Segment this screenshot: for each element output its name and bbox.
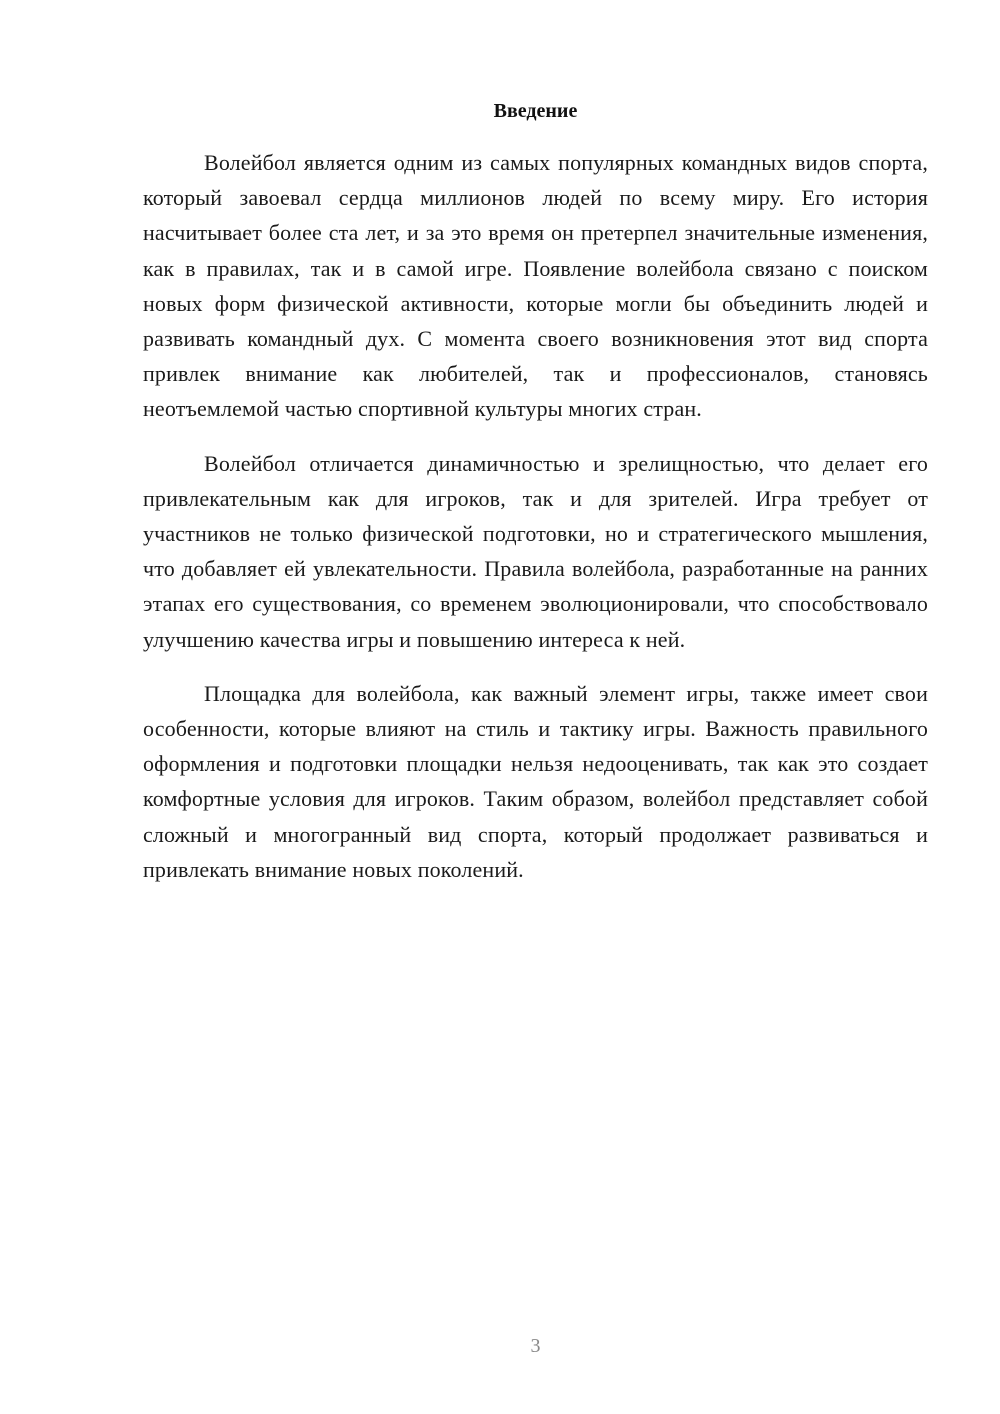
body-text	[143, 145, 928, 906]
paragraph-3: Площадка для волейбола, как важный элемент игры, также имеет свои особенности, которые влияют на стиль и тактику игры. Важность правильного оформления и подготовки площадки нельзя недооценивать, так как это создает комфортные условия для игроков. Таким образом, волейбол представляет собой сложный и многогранный вид спорта, который продолжает развиваться и привлекать внимание новых поколений.	[143, 680, 928, 882]
paragraph-2: Волейбол отличается динамичностью и зрелищностью, что делает его привлекательным как для игроков, так и для зрителей. Игра требует от участников не только физической подготовки, но и стратегического мышления, что добавляет ей увлекательности. Правила волейбола, разработанные на ранних этапах его существования, со временем эволюционировали, что способствовало улучшению качества игры и повышению интереса к ней.	[143, 450, 928, 652]
paragraph-1: Волейбол является одним из самых популярных командных видов спорта, который завоевал сердца миллионов людей по всему миру. Его история насчитывает более ста лет, и за это время он претерпел значительные изменения, как в правилах, так и в самой игре. Появление волейбола связано с поиском новых форм физической активности, которые могли бы объединить людей и развивать командный дух. С момента своего возникновения этот вид спорта привлек внимание как любителей, так и профессионалов, становясь неотъемлемой частью спортивной культуры многих стран.	[143, 150, 928, 422]
page-title: Введение	[493, 100, 578, 122]
page-number: 3	[530, 1335, 541, 1357]
